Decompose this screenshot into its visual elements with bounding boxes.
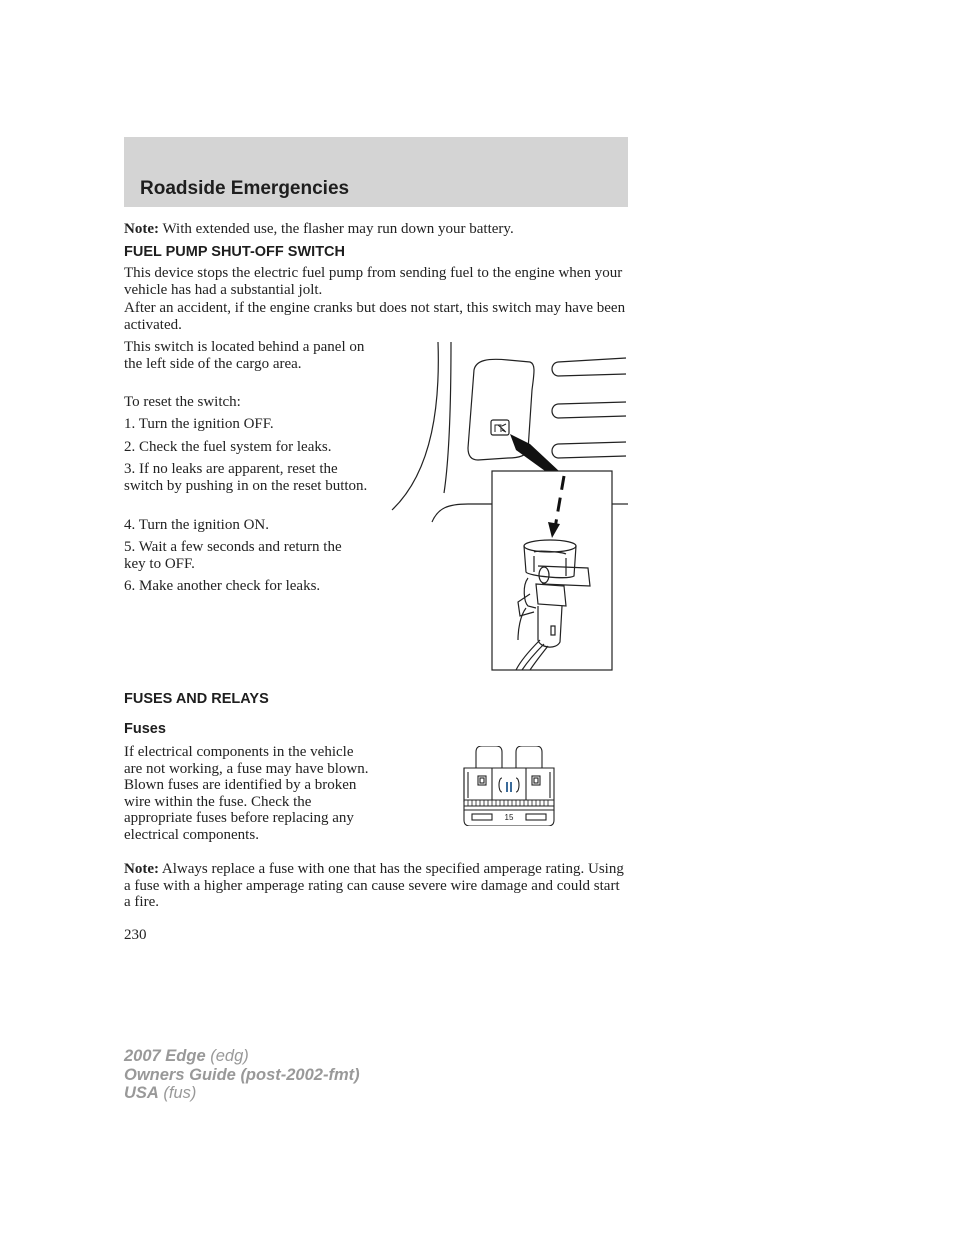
fuse-amperage-label: 15	[504, 813, 514, 822]
fuses-para-1: If electrical components in the vehicle are not working, a fuse may have blown. Blown fuses are identified by a broken wire within the fuse. Check the appropriate fuses before replacing any electrical components.	[124, 744, 369, 843]
reset-step-5: 5. Wait a few seconds and return the key to OFF.	[124, 539, 342, 572]
note-text: With extended use, the flasher may run down your battery.	[158, 221, 514, 237]
fuses-relays-heading: FUSES AND RELAYS	[124, 691, 269, 707]
reset-step-1: 1. Turn the ignition OFF.	[124, 416, 274, 432]
page-number: 230	[124, 927, 147, 943]
reset-step-6: 6. Make another check for leaks.	[124, 578, 321, 594]
reset-step-4: 4. Turn the ignition ON.	[124, 517, 270, 533]
footer-line-2: Owners Guide (post-2002-fmt)	[124, 1065, 360, 1084]
fuses-subheading: Fuses	[124, 721, 166, 737]
fuel-pump-para-3: This switch is located behind a panel on the left side of the cargo area.	[124, 339, 365, 372]
section-header-band	[124, 137, 628, 207]
footer-line-3: USA (fus)	[124, 1084, 197, 1102]
fuel-pump-heading: FUEL PUMP SHUT-OFF SWITCH	[124, 244, 345, 260]
fuel-pump-para-1: This device stops the electric fuel pump from sending fuel to the engine when your vehicle has had a substantial jolt.	[124, 265, 623, 298]
footer-line-1: 2007 Edge (edg)	[124, 1047, 249, 1065]
reset-step-2: 2. Check the fuel system for leaks.	[124, 439, 332, 455]
note-text: Always replace a fuse with one that has the specified amperage rating. Using a fuse with a higher amperage rating can cause severe wire damage and could start a fire.	[124, 861, 624, 910]
document-footer	[124, 1047, 360, 1103]
note-label: Note:	[124, 221, 159, 237]
fuel-pump-para-4: To reset the switch:	[124, 394, 241, 410]
fuel-pump-switch-illustration	[388, 340, 630, 674]
reset-step-3: 3. If no leaks are apparent, reset the switch by pushing in on the reset button.	[124, 461, 368, 494]
fuse-illustration	[462, 746, 556, 826]
note-flasher	[124, 221, 628, 238]
note-label: Note:	[124, 861, 159, 877]
fuel-pump-para-2: After an accident, if the engine cranks but does not start, this switch may have been activated.	[124, 300, 626, 333]
note-fuse-amperage	[124, 861, 628, 911]
section-title: Roadside Emergencies	[140, 178, 350, 199]
